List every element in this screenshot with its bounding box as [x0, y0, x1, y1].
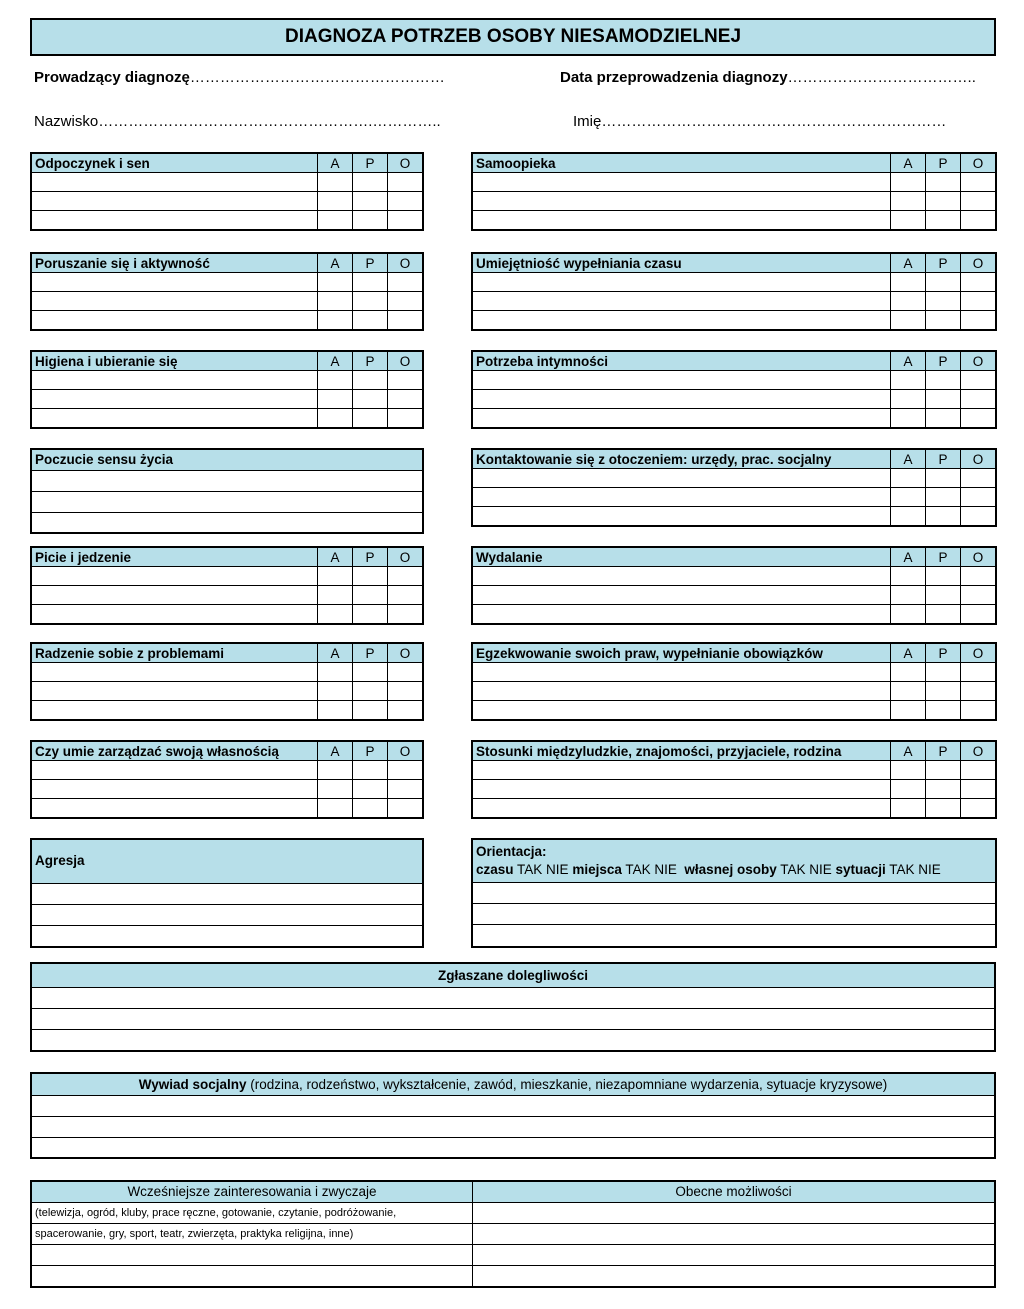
mark-cell[interactable] [318, 409, 353, 429]
mark-cell[interactable] [353, 192, 388, 211]
section-rights-duties [471, 642, 997, 721]
mark-cell[interactable] [961, 371, 997, 390]
entry-row[interactable] [32, 926, 422, 947]
interests-title: Wcześniejsze zainteresowania i zwyczaje [32, 1182, 472, 1203]
surname-label: Nazwisko [34, 113, 99, 130]
mark-cell[interactable] [318, 273, 353, 292]
mark-a: A [318, 741, 353, 761]
surname-field[interactable] [34, 113, 441, 130]
entry-cell[interactable] [31, 192, 318, 211]
mark-p: P [353, 351, 388, 371]
mark-cell[interactable] [353, 701, 388, 721]
mark-o: O [961, 153, 997, 173]
mark-cell[interactable] [961, 761, 997, 780]
entry-row[interactable] [32, 1117, 994, 1138]
mark-a: A [318, 547, 353, 567]
mark-cell[interactable] [388, 701, 424, 721]
mark-cell[interactable] [926, 701, 961, 721]
mark-cell[interactable] [388, 663, 424, 682]
entry-cell[interactable] [31, 371, 318, 390]
mark-cell[interactable] [961, 273, 997, 292]
mark-cell[interactable] [891, 682, 926, 701]
section-interests [30, 1180, 996, 1288]
mark-cell[interactable] [388, 586, 424, 605]
possibilities-column [473, 1182, 994, 1286]
entry-cell[interactable] [472, 311, 891, 331]
mark-cell[interactable] [388, 192, 424, 211]
mark-cell[interactable] [318, 701, 353, 721]
section-contacts [471, 448, 997, 527]
mark-cell[interactable] [318, 663, 353, 682]
mark-cell[interactable] [926, 586, 961, 605]
mark-cell[interactable] [318, 390, 353, 409]
mark-cell[interactable] [926, 390, 961, 409]
section-coping [30, 642, 424, 721]
section-title: Agresja [32, 840, 422, 884]
entry-cell[interactable] [472, 701, 891, 721]
entry-cell[interactable] [472, 390, 891, 409]
mark-cell[interactable] [388, 371, 424, 390]
entry-row[interactable] [473, 904, 995, 925]
entry-cell[interactable] [472, 273, 891, 292]
mark-cell[interactable] [388, 273, 424, 292]
mark-p: P [926, 153, 961, 173]
mark-p: P [353, 253, 388, 273]
section-title: Kontaktowanie się z otoczeniem: urzędy, prac. socjalny [472, 449, 891, 469]
interests-hint-2[interactable]: spacerowanie, gry, sport, teatr, zwierzęta, praktyka religijna, inne) [32, 1224, 472, 1245]
entry-row[interactable] [32, 1009, 994, 1030]
entry-cell[interactable] [31, 567, 318, 586]
mark-a: A [891, 153, 926, 173]
mark-cell[interactable] [388, 567, 424, 586]
mark-cell[interactable] [353, 409, 388, 429]
section-title: Poczucie sensu życia [32, 450, 422, 471]
orientation-place-label: miejsca [572, 862, 622, 877]
mark-cell[interactable] [926, 605, 961, 625]
section-title: Picie i jedzenie [31, 547, 318, 567]
mark-cell[interactable] [961, 663, 997, 682]
mark-cell[interactable] [318, 371, 353, 390]
entry-row[interactable] [32, 1138, 994, 1159]
mark-cell[interactable] [353, 311, 388, 331]
mark-cell[interactable] [353, 761, 388, 780]
mark-cell[interactable] [318, 211, 353, 231]
section-property [30, 740, 424, 819]
entry-row[interactable] [32, 1096, 994, 1117]
section-title: Umiejętniość wypełniania czasu [472, 253, 891, 273]
mark-cell[interactable] [388, 311, 424, 331]
mark-cell[interactable] [353, 273, 388, 292]
mark-cell[interactable] [891, 273, 926, 292]
entry-cell[interactable] [472, 371, 891, 390]
mark-cell[interactable] [388, 390, 424, 409]
mark-cell[interactable] [388, 780, 424, 799]
mark-cell[interactable] [891, 390, 926, 409]
mark-cell[interactable] [961, 701, 997, 721]
entry-cell[interactable] [31, 663, 318, 682]
entry-row[interactable] [32, 1030, 994, 1051]
entry-cell[interactable] [31, 292, 318, 311]
mark-cell[interactable] [318, 586, 353, 605]
mark-cell[interactable] [353, 371, 388, 390]
mark-cell[interactable] [891, 799, 926, 819]
section-title: Stosunki międzyludzkie, znajomości, przyjaciele, rodzina [472, 741, 891, 761]
mark-cell[interactable] [318, 682, 353, 701]
mark-cell[interactable] [926, 371, 961, 390]
orientation-self-options[interactable]: TAK NIE [780, 862, 832, 877]
mark-cell[interactable] [891, 371, 926, 390]
mark-o: O [388, 153, 424, 173]
mark-cell[interactable] [961, 605, 997, 625]
mark-p: P [353, 643, 388, 663]
mark-p: P [926, 643, 961, 663]
mark-cell[interactable] [388, 409, 424, 429]
entry-cell[interactable] [472, 586, 891, 605]
mark-cell[interactable] [353, 682, 388, 701]
mark-cell[interactable] [891, 701, 926, 721]
entry-cell[interactable] [31, 173, 318, 192]
mark-cell[interactable] [961, 292, 997, 311]
mark-a: A [891, 643, 926, 663]
mark-cell[interactable] [926, 780, 961, 799]
mark-cell[interactable] [318, 311, 353, 331]
entry-cell[interactable] [31, 311, 318, 331]
possibilities-title: Obecne możliwości [473, 1182, 994, 1203]
entry-cell[interactable] [31, 605, 318, 625]
entry-cell[interactable] [31, 799, 318, 819]
mark-cell[interactable] [318, 605, 353, 625]
mark-cell[interactable] [318, 192, 353, 211]
name-field[interactable] [573, 113, 946, 130]
entry-cell[interactable] [472, 567, 891, 586]
mark-cell[interactable] [926, 488, 961, 507]
mark-cell[interactable] [891, 586, 926, 605]
section-relationships [471, 740, 997, 819]
entry-row[interactable] [32, 513, 422, 534]
entry-row[interactable] [32, 471, 422, 492]
mark-cell[interactable] [961, 586, 997, 605]
mark-cell[interactable] [891, 507, 926, 527]
mark-cell[interactable] [891, 409, 926, 429]
orientation-situation-label: sytuacji [835, 862, 886, 877]
name-dots: …………………………………………………………… [601, 113, 947, 130]
mark-cell[interactable] [926, 663, 961, 682]
section-title: Egzekwowanie swoich praw, wypełnianie obowiązków [472, 643, 891, 663]
mark-cell[interactable] [926, 311, 961, 331]
mark-cell[interactable] [353, 211, 388, 231]
mark-cell[interactable] [891, 211, 926, 231]
orientation-options [476, 861, 992, 879]
date-dots: ……………………………….. [787, 69, 976, 86]
entry-cell[interactable] [472, 173, 891, 192]
mark-a: A [891, 449, 926, 469]
entry-cell[interactable] [472, 605, 891, 625]
mark-cell[interactable] [318, 292, 353, 311]
orientation-situation-options[interactable]: TAK NIE [889, 862, 941, 877]
entry-row[interactable] [473, 925, 995, 946]
mark-o: O [388, 741, 424, 761]
mark-cell[interactable] [318, 799, 353, 819]
mark-cell[interactable] [926, 292, 961, 311]
entry-row[interactable] [32, 905, 422, 926]
mark-cell[interactable] [388, 761, 424, 780]
mark-cell[interactable] [891, 761, 926, 780]
mark-p: P [926, 741, 961, 761]
section-title: Samoopieka [472, 153, 891, 173]
mark-p: P [926, 253, 961, 273]
mark-o: O [388, 547, 424, 567]
mark-o: O [961, 351, 997, 371]
mark-cell[interactable] [318, 173, 353, 192]
mark-cell[interactable] [926, 409, 961, 429]
entry-row[interactable] [32, 1245, 472, 1266]
mark-cell[interactable] [961, 682, 997, 701]
form-title: DIAGNOZA POTRZEB OSOBY NIESAMODZIELNEJ [30, 18, 996, 56]
mark-cell[interactable] [891, 780, 926, 799]
mark-cell[interactable] [388, 173, 424, 192]
social-subtitle: (rodzina, rodzeństwo, wykształcenie, zawód, mieszkanie, niezapomniane wydarzenia, sytuacje kryzysowe) [250, 1077, 888, 1092]
mark-cell[interactable] [353, 663, 388, 682]
entry-row[interactable] [32, 1266, 472, 1287]
section-title: Radzenie sobie z problemami [31, 643, 318, 663]
mark-o: O [388, 351, 424, 371]
section-title: Czy umie zarządzać swoją własnością [31, 741, 318, 761]
mark-cell[interactable] [926, 799, 961, 819]
social-header [32, 1074, 994, 1096]
entry-cell[interactable] [472, 488, 891, 507]
section-aggression [30, 838, 424, 948]
entry-cell[interactable] [472, 663, 891, 682]
mark-o: O [388, 253, 424, 273]
entry-cell[interactable] [31, 780, 318, 799]
entry-cell[interactable] [31, 273, 318, 292]
section-title: Wydalanie [472, 547, 891, 567]
mark-cell[interactable] [926, 682, 961, 701]
mark-cell[interactable] [961, 780, 997, 799]
mark-cell[interactable] [353, 173, 388, 192]
mark-cell[interactable] [891, 488, 926, 507]
conductor-field[interactable] [34, 69, 445, 86]
mark-cell[interactable] [318, 567, 353, 586]
entry-cell[interactable] [472, 682, 891, 701]
entry-cell[interactable] [472, 192, 891, 211]
orientation-self-label: własnej osoby [684, 862, 777, 877]
mark-cell[interactable] [353, 586, 388, 605]
mark-cell[interactable] [318, 780, 353, 799]
section-social-interview [30, 1072, 996, 1159]
orientation-time-options[interactable]: TAK NIE [517, 862, 569, 877]
entry-row[interactable] [473, 1245, 994, 1266]
mark-cell[interactable] [388, 211, 424, 231]
mark-cell[interactable] [388, 682, 424, 701]
mark-cell[interactable] [353, 605, 388, 625]
mark-p: P [926, 547, 961, 567]
section-self-care [471, 152, 997, 231]
mark-cell[interactable] [891, 292, 926, 311]
section-hygiene [30, 350, 424, 429]
mark-p: P [926, 351, 961, 371]
interests-hint-1[interactable]: (telewizja, ogród, kluby, prace ręczne, gotowanie, czytanie, podróżowanie, [32, 1203, 472, 1224]
mark-cell[interactable] [926, 211, 961, 231]
interests-column [32, 1182, 473, 1286]
section-time-use [471, 252, 997, 331]
mark-cell[interactable] [926, 761, 961, 780]
section-eating-drinking [30, 546, 424, 625]
entry-cell[interactable] [31, 761, 318, 780]
entry-cell[interactable] [472, 409, 891, 429]
entry-cell[interactable] [472, 507, 891, 527]
entry-cell[interactable] [472, 211, 891, 231]
mark-cell[interactable] [926, 469, 961, 488]
mark-p: P [926, 449, 961, 469]
mark-cell[interactable] [891, 192, 926, 211]
mark-cell[interactable] [961, 192, 997, 211]
entry-cell[interactable] [472, 799, 891, 819]
mark-cell[interactable] [891, 605, 926, 625]
section-title: Higiena i ubieranie się [31, 351, 318, 371]
mark-cell[interactable] [353, 780, 388, 799]
mark-cell[interactable] [318, 761, 353, 780]
mark-cell[interactable] [891, 469, 926, 488]
section-complaints [30, 962, 996, 1052]
entry-cell[interactable] [472, 469, 891, 488]
entry-row[interactable] [473, 883, 995, 904]
mark-cell[interactable] [961, 488, 997, 507]
mark-cell[interactable] [961, 173, 997, 192]
entry-row[interactable] [32, 988, 994, 1009]
entry-row[interactable] [473, 1203, 994, 1224]
section-title: Potrzeba intymności [472, 351, 891, 371]
mark-a: A [891, 741, 926, 761]
mark-cell[interactable] [961, 390, 997, 409]
complaints-title: Zgłaszane dolegliwości [32, 964, 994, 988]
orientation-time-label: czasu [476, 862, 514, 877]
social-title: Wywiad socjalny [138, 1077, 247, 1092]
mark-cell[interactable] [926, 173, 961, 192]
mark-cell[interactable] [961, 311, 997, 331]
entry-cell[interactable] [31, 701, 318, 721]
mark-cell[interactable] [891, 567, 926, 586]
mark-o: O [388, 643, 424, 663]
mark-cell[interactable] [388, 799, 424, 819]
mark-cell[interactable] [353, 567, 388, 586]
mark-cell[interactable] [353, 799, 388, 819]
mark-cell[interactable] [891, 311, 926, 331]
mark-cell[interactable] [961, 799, 997, 819]
mark-cell[interactable] [388, 292, 424, 311]
entry-cell[interactable] [31, 586, 318, 605]
mark-a: A [891, 351, 926, 371]
mark-cell[interactable] [891, 663, 926, 682]
mark-a: A [318, 643, 353, 663]
mark-a: A [318, 153, 353, 173]
section-orientation [471, 838, 997, 948]
entry-cell[interactable] [472, 780, 891, 799]
mark-o: O [961, 741, 997, 761]
mark-p: P [353, 741, 388, 761]
mark-cell[interactable] [388, 605, 424, 625]
mark-cell[interactable] [961, 567, 997, 586]
surname-dots: ……………………………………………….………….. [98, 113, 441, 130]
mark-p: P [353, 153, 388, 173]
mark-cell[interactable] [926, 273, 961, 292]
orientation-place-options[interactable]: TAK NIE [625, 862, 677, 877]
entry-cell[interactable] [31, 211, 318, 231]
entry-cell[interactable] [472, 761, 891, 780]
entry-cell[interactable] [31, 682, 318, 701]
section-sense-of-life [30, 448, 424, 534]
entry-row[interactable] [473, 1266, 994, 1287]
date-label: Data przeprowadzenia diagnozy [560, 69, 788, 86]
entry-row[interactable] [473, 1224, 994, 1245]
mark-o: O [961, 547, 997, 567]
mark-cell[interactable] [891, 173, 926, 192]
entry-row[interactable] [32, 884, 422, 905]
mark-a: A [891, 547, 926, 567]
entry-cell[interactable] [31, 390, 318, 409]
mark-cell[interactable] [961, 469, 997, 488]
mark-cell[interactable] [961, 211, 997, 231]
mark-a: A [318, 351, 353, 371]
entry-cell[interactable] [31, 409, 318, 429]
orientation-label: Orientacja: [476, 844, 547, 859]
mark-p: P [353, 547, 388, 567]
mark-cell[interactable] [926, 192, 961, 211]
entry-row[interactable] [32, 492, 422, 513]
mark-cell[interactable] [961, 507, 997, 527]
section-title: Odpoczynek i sen [31, 153, 318, 173]
mark-o: O [961, 449, 997, 469]
mark-cell[interactable] [926, 567, 961, 586]
mark-cell[interactable] [926, 507, 961, 527]
mark-a: A [318, 253, 353, 273]
date-field[interactable] [560, 69, 976, 86]
conductor-label: Prowadzący diagnozę [34, 69, 190, 86]
section-rest-sleep [30, 152, 424, 231]
mark-cell[interactable] [961, 409, 997, 429]
section-excretion [471, 546, 997, 625]
entry-cell[interactable] [472, 292, 891, 311]
mark-cell[interactable] [353, 292, 388, 311]
section-title: Poruszanie się i aktywność [31, 253, 318, 273]
section-mobility [30, 252, 424, 331]
name-label: Imię [573, 113, 602, 130]
mark-cell[interactable] [353, 390, 388, 409]
mark-o: O [961, 643, 997, 663]
section-intimacy [471, 350, 997, 429]
conductor-dots: …………………………………………… [189, 69, 445, 86]
mark-a: A [891, 253, 926, 273]
mark-o: O [961, 253, 997, 273]
orientation-header [473, 840, 995, 883]
